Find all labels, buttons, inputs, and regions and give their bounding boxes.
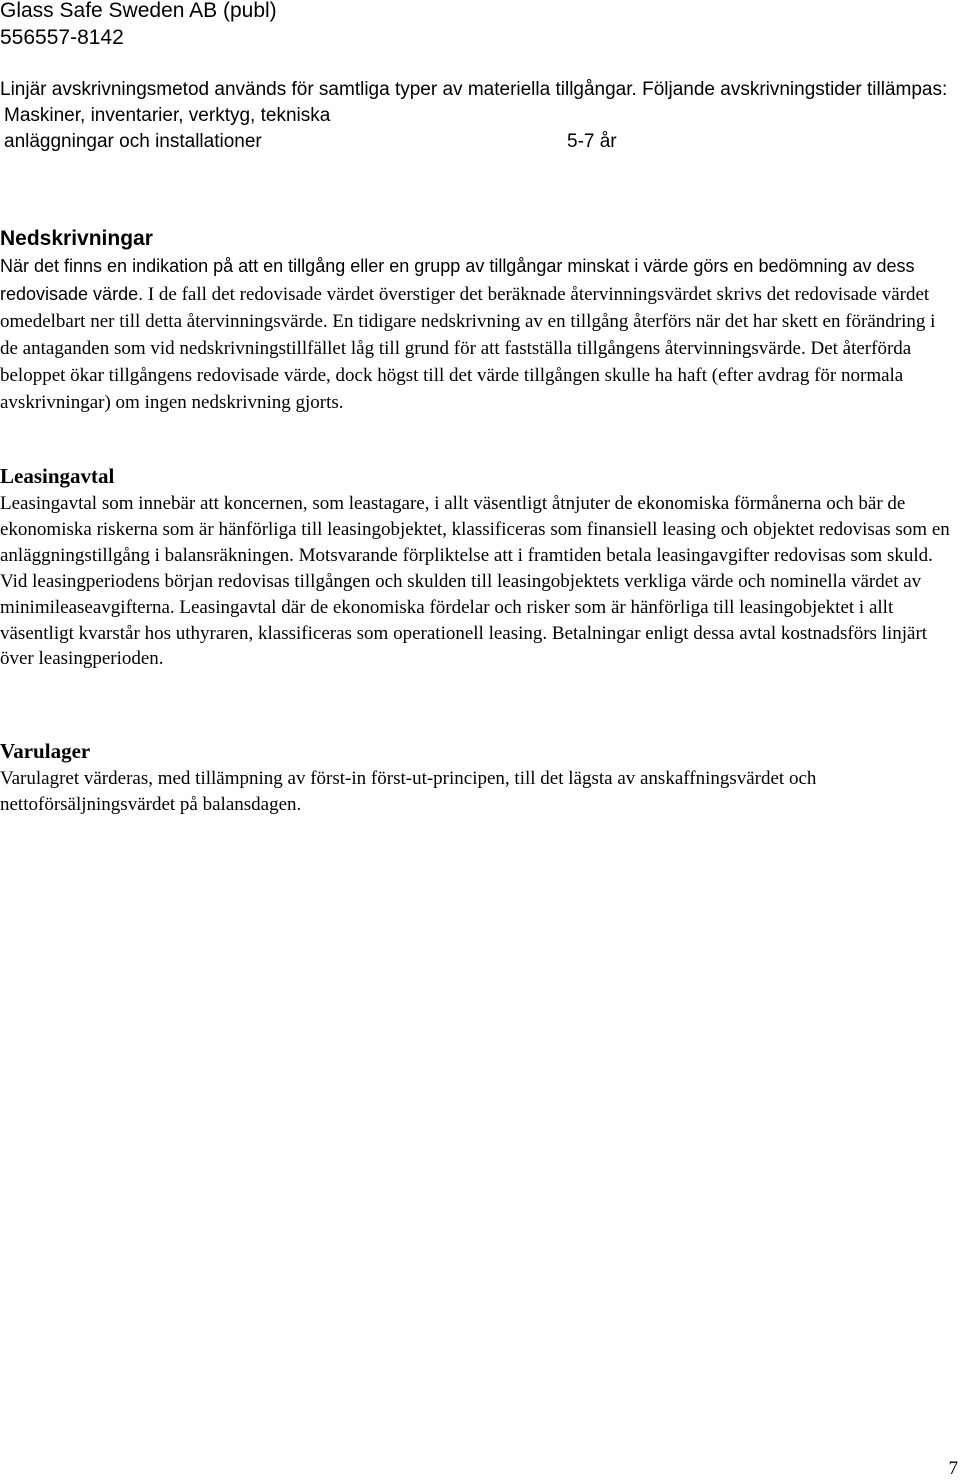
page-number: 7 bbox=[948, 1458, 958, 1479]
asset-category-label: Maskiner, inventarier, verktyg, tekniska anläggningar och installationer bbox=[4, 105, 331, 152]
depreciation-intro bbox=[0, 77, 958, 155]
nedskrivningar-text: I de fall det redovisade värdet överstiger det beräknade återvinningsvärdet skrivs det redovisade värdet omedelbart ner till detta återvinningsvärde. En tidigare nedskrivning av en tillgång återförs när det har skett en förändring i de antaganden som vid nedskrivningstillfället låg till grund för att fastställa tillgångens återvinningsvärde. Det återförda beloppet ökar tillgångens redovisade värde, dock högst till det värde tillgången skulle ha haft (efter avdrag för normala avskrivningar) om ingen nedskrivning gjorts. bbox=[0, 284, 936, 413]
depreciation-row bbox=[0, 103, 958, 155]
section-nedskrivningar bbox=[0, 225, 958, 417]
section-heading-varulager: Varulager bbox=[0, 739, 91, 763]
section-body-nedskrivningar bbox=[0, 253, 958, 417]
intro-text: Linjär avskrivningsmetod används för samtliga typer av materiella tillgångar. Följande avskrivningstider tillämpas: bbox=[0, 79, 948, 100]
section-body-leasingavtal: Leasingavtal som innebär att koncernen, som leastagare, i allt väsentligt åtnjuter de ekonomiska förmånerna och bär de ekonomiska riskerna som är hänförliga till leasingobjektet, klassificeras som finansiell leasing och objektet redovisas som en anläggningstillgång i balansräkningen. Motsvarande förpliktelse att i framtiden betala leasingavgifter redovisas som skuld. Vid leasingperiodens början redovisas tillgången och skulden till leasingobjektets verkliga värde och nominella värdet av minimileaseavgifterna. Leasingavtal där de ekonomiska fördelar och risker som är hänförliga till leasingobjektet i allt väsentligt kvarstår hos uthyraren, klassificeras som operationell leasing. Betalningar enligt dessa avtal kostnadsförs linjärt över leasingperioden. bbox=[0, 493, 950, 670]
section-leasingavtal bbox=[0, 461, 958, 672]
section-varulager bbox=[0, 736, 958, 818]
section-heading-leasingavtal: Leasingavtal bbox=[0, 464, 115, 488]
depreciation-period: 5-7 år bbox=[567, 131, 617, 152]
nedskrivningar-lead: När det finns en indikation på att en tillgång eller en grupp av tillgångar minskat i värde görs en bedömning av dess redovisade värde. bbox=[0, 256, 915, 304]
document-header bbox=[0, 0, 277, 51]
company-name: Glass Safe Sweden AB (publ) bbox=[0, 0, 277, 22]
org-number: 556557-8142 bbox=[0, 26, 124, 49]
section-body-varulager: Varulagret värderas, med tillämpning av först-in först-ut-principen, till det lägsta av anskaffningsvärdet och nettoförsäljningsvärdet på balansdagen. bbox=[0, 768, 817, 815]
section-heading-nedskrivningar: Nedskrivningar bbox=[0, 227, 153, 250]
